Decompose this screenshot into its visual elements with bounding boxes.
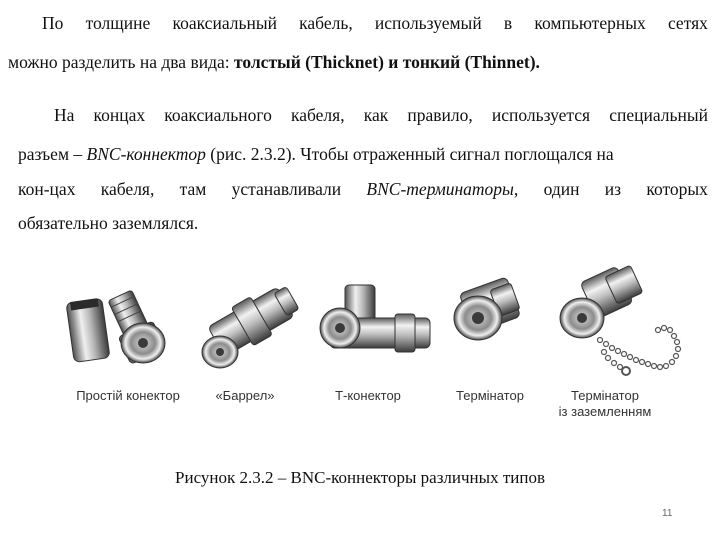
figure-labels	[0, 388, 720, 428]
word: ,	[513, 179, 519, 199]
word: На	[54, 105, 75, 125]
word: используемый	[374, 13, 482, 33]
word: коаксиальный	[172, 13, 277, 33]
word: толщине	[85, 13, 151, 33]
word: один	[543, 179, 580, 199]
terminator-illustration	[454, 276, 522, 340]
word: из	[604, 179, 622, 199]
text-span: разъем –	[18, 144, 87, 164]
italic-text-span: BNC-коннектор	[86, 144, 206, 164]
word: там	[179, 179, 207, 199]
text-span: можно разделить на два вида:	[8, 52, 234, 72]
grounded-terminator-illustration	[560, 261, 681, 375]
word: коаксиального	[164, 105, 272, 125]
page-number: 11	[662, 508, 673, 519]
figure-label-grounded-terminator	[545, 388, 665, 420]
barrel-connector-illustration	[202, 279, 304, 368]
word: специальный	[609, 105, 708, 125]
word: компьютерных	[534, 13, 646, 33]
figure-label-line: «Баррел»	[215, 388, 275, 403]
figure-label-t-connector	[318, 388, 418, 404]
figure-label-line: Т-конектор	[335, 388, 401, 403]
figure-label-line: Термінатор	[456, 388, 524, 403]
word: правило,	[407, 105, 473, 125]
word: кон-цах	[18, 179, 76, 199]
t-connector-illustration	[320, 285, 430, 352]
bold-text-span: толстый (Thicknet) и тонкий (Thinnet).	[233, 52, 540, 72]
word: используется	[491, 105, 591, 125]
ground-chain	[598, 326, 681, 376]
figure-label-terminator	[440, 388, 540, 404]
figure-caption: Рисунок 2.3.2 – BNC-коннекторы различных типов	[175, 468, 545, 487]
simple-connector-illustration	[66, 287, 165, 364]
word: устанавливали	[231, 179, 342, 199]
italic-text-span: BNC-терминаторы	[366, 179, 514, 199]
word: кабеля,	[100, 179, 155, 199]
word: которых	[646, 179, 708, 199]
word: как	[363, 105, 389, 125]
figure-label-line: Термінатор	[571, 388, 639, 403]
word: По	[42, 13, 64, 33]
figure-label-line: із заземленням	[558, 404, 652, 419]
text-span: (рис. 2.3.2). Чтобы отраженный сигнал поглощался на	[205, 144, 614, 164]
figure-label-line: Простій конектор	[76, 388, 180, 403]
word: кабель,	[299, 13, 353, 33]
paragraph-2-line-4: обязательно заземлялся.	[18, 213, 199, 233]
figure-label-barrel	[195, 388, 295, 404]
word: в	[503, 13, 513, 33]
word: кабеля,	[290, 105, 345, 125]
word: концах	[93, 105, 146, 125]
figure-label-simple-connector	[58, 388, 198, 404]
word: сетях	[667, 13, 708, 33]
